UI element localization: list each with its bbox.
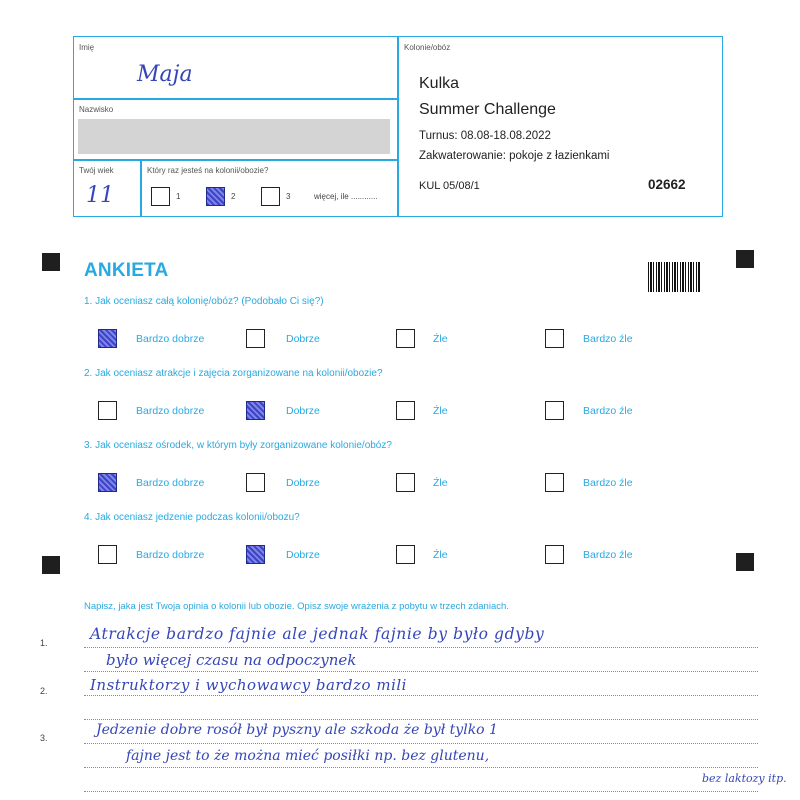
alignment-marker-top-left	[42, 253, 60, 271]
answer-line	[84, 767, 758, 768]
open-question-prompt: Napisz, jaka jest Twoja opinia o kolonii lub obozie. Opisz swoje wrażenia z pobytu w trzech zdaniach.	[84, 601, 509, 612]
surname-redacted	[78, 119, 390, 154]
times-option-label-2: 2	[231, 192, 236, 201]
times-checkbox-3[interactable]	[261, 187, 280, 206]
checkbox-facility-good[interactable]	[246, 473, 265, 492]
checkbox-activities-bad[interactable]	[396, 401, 415, 420]
times-label: Który raz jesteś na kolonii/obozie?	[147, 166, 269, 175]
times-checkbox-1[interactable]	[151, 187, 170, 206]
checkbox-food-very-bad[interactable]	[545, 545, 564, 564]
alignment-marker-bottom-left	[42, 556, 60, 574]
option-label-good: Dobrze	[286, 405, 320, 417]
checkbox-activities-very-bad[interactable]	[545, 401, 564, 420]
option-label-very-good: Bardzo dobrze	[136, 405, 205, 417]
option-label-very-good: Bardzo dobrze	[136, 477, 205, 489]
checkbox-whole-camp-bad[interactable]	[396, 329, 415, 348]
age-label: Twój wiek	[79, 166, 114, 175]
handwritten-answer-1a[interactable]: Atrakcje bardzo fajnie ale jednak fajnie by było gdyby	[90, 625, 545, 643]
times-more-label: więcej, ile ............	[314, 192, 378, 201]
checkbox-facility-very-bad[interactable]	[545, 473, 564, 492]
times-checkbox-2[interactable]	[206, 187, 225, 206]
name-value[interactable]: Maja	[137, 62, 193, 87]
question-1-text: 1. Jak oceniasz całą kolonię/obóz? (Podobało Ci się?)	[84, 296, 324, 307]
alignment-marker-top-right	[736, 250, 754, 268]
option-label-bad: Źle	[433, 333, 448, 345]
handwritten-answer-1b[interactable]: było więcej czasu na odpoczynek	[106, 651, 357, 669]
alignment-marker-bottom-right	[736, 553, 754, 571]
age-value[interactable]: 11	[86, 183, 114, 208]
answer-line	[84, 791, 758, 792]
option-label-very-good: Bardzo dobrze	[136, 549, 205, 561]
survey-title: ANKIETA	[84, 260, 169, 281]
surname-label: Nazwisko	[79, 105, 114, 114]
handwritten-answer-3c[interactable]: bez laktozy itp.	[702, 772, 787, 785]
checkbox-whole-camp-very-bad[interactable]	[545, 329, 564, 348]
camp-label: Kolonie/obóz	[404, 43, 451, 52]
option-label-very-bad: Bardzo źle	[583, 405, 633, 417]
times-option-label-1: 1	[176, 192, 181, 201]
option-label-good: Dobrze	[286, 477, 320, 489]
header-divider-age	[140, 159, 142, 217]
header-divider-surname	[73, 159, 398, 161]
form-number: 02662	[648, 177, 686, 192]
answer-line	[84, 671, 758, 672]
answer-line	[84, 743, 758, 744]
header-divider-vertical	[397, 36, 399, 217]
camp-code: KUL 05/08/1	[419, 180, 480, 192]
question-4-text: 4. Jak oceniasz jedzenie podczas kolonii/obozu?	[84, 512, 300, 523]
option-label-very-bad: Bardzo źle	[583, 549, 633, 561]
handwritten-answer-3b[interactable]: fajne jest to że można mieć posiłki np. bez glutenu,	[126, 748, 490, 764]
answer-line	[84, 719, 758, 720]
checkbox-food-bad[interactable]	[396, 545, 415, 564]
option-label-good: Dobrze	[286, 333, 320, 345]
option-label-bad: Źle	[433, 477, 448, 489]
answer-line	[84, 695, 758, 696]
line-number-2: 2.	[40, 686, 48, 696]
accommodation: Zakwaterowanie: pokoje z łazienkami	[419, 150, 610, 162]
question-3-text: 3. Jak oceniasz ośrodek, w którym były zorganizowane kolonie/obóz?	[84, 440, 392, 451]
checkbox-activities-very-good[interactable]	[98, 401, 117, 420]
checkbox-facility-bad[interactable]	[396, 473, 415, 492]
line-number-3: 3.	[40, 733, 48, 743]
camp-program: Summer Challenge	[419, 101, 556, 118]
name-label: Imię	[79, 43, 95, 52]
answer-line	[84, 647, 758, 648]
line-number-1: 1.	[40, 638, 48, 648]
handwritten-answer-3a[interactable]: Jedzenie dobre rosół był pyszny ale szkoda że był tylko 1	[96, 722, 498, 738]
checkbox-whole-camp-good[interactable]	[246, 329, 265, 348]
handwritten-answer-2[interactable]: Instruktorzy i wychowawcy bardzo mili	[90, 676, 407, 694]
checkbox-whole-camp-very-good[interactable]	[98, 329, 117, 348]
checkbox-food-very-good[interactable]	[98, 545, 117, 564]
barcode	[648, 262, 700, 292]
option-label-very-good: Bardzo dobrze	[136, 333, 205, 345]
header-divider-name	[73, 98, 398, 100]
option-label-bad: Źle	[433, 405, 448, 417]
camp-name: Kulka	[419, 75, 460, 92]
checkbox-food-good[interactable]	[246, 545, 265, 564]
times-option-label-3: 3	[286, 192, 291, 201]
option-label-good: Dobrze	[286, 549, 320, 561]
question-2-text: 2. Jak oceniasz atrakcje i zajęcia zorganizowane na kolonii/obozie?	[84, 368, 383, 379]
option-label-very-bad: Bardzo źle	[583, 333, 633, 345]
turnus-dates: Turnus: 08.08-18.08.2022	[419, 130, 551, 142]
checkbox-facility-very-good[interactable]	[98, 473, 117, 492]
option-label-very-bad: Bardzo źle	[583, 477, 633, 489]
checkbox-activities-good[interactable]	[246, 401, 265, 420]
option-label-bad: Źle	[433, 549, 448, 561]
